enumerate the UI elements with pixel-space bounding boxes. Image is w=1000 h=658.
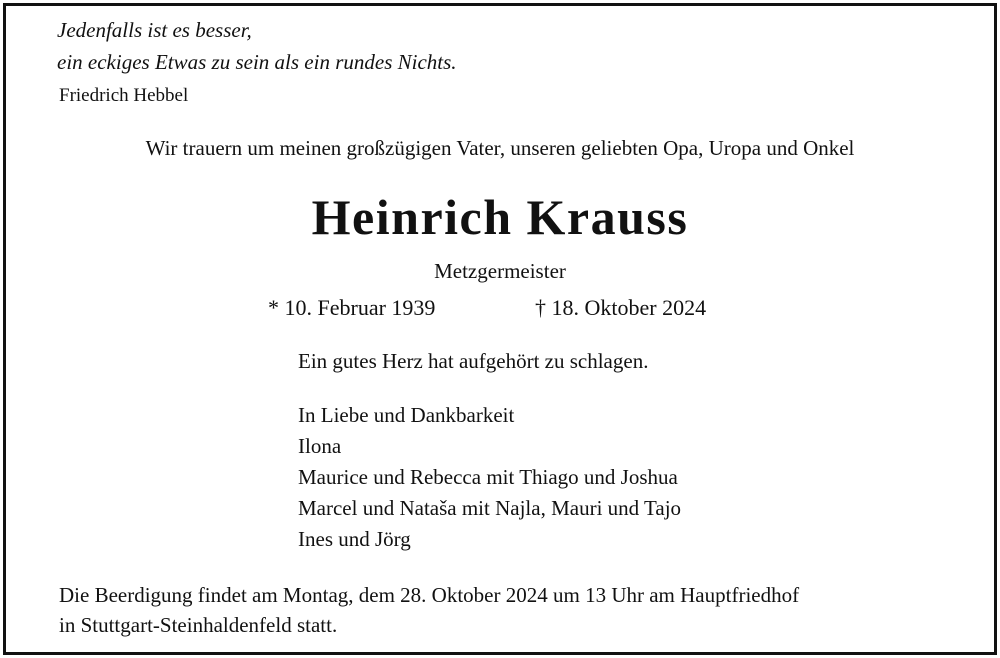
quote-line-1: Jedenfalls ist es besser, xyxy=(57,18,252,42)
funeral-info xyxy=(59,580,799,640)
family-signatures xyxy=(298,400,681,555)
family-line: Marcel und Nataša mit Najla, Mauri und Tajo xyxy=(298,496,682,520)
funeral-line-2: in Stuttgart-Steinhaldenfeld statt. xyxy=(59,613,338,637)
birth-date: * 10. Februar 1939 xyxy=(268,295,436,320)
family-line: Maurice und Rebecca mit Thiago und Joshua xyxy=(298,465,678,489)
deceased-profession: Metzgermeister xyxy=(434,259,566,283)
quote-author: Friedrich Hebbel xyxy=(59,85,189,106)
family-line: Ilona xyxy=(298,434,342,458)
family-line: Ines und Jörg xyxy=(298,527,411,551)
heart-line: Ein gutes Herz hat aufgehört zu schlagen. xyxy=(298,349,649,373)
family-line: In Liebe und Dankbarkeit xyxy=(298,403,515,427)
quote-line-2: ein eckiges Etwas zu sein als ein rundes Nichts. xyxy=(57,50,457,74)
funeral-line-1: Die Beerdigung findet am Montag, dem 28. Oktober 2024 um 13 Uhr am Hauptfriedhof xyxy=(59,583,800,607)
deceased-name: Heinrich Krauss xyxy=(311,189,689,245)
mourning-intro: Wir trauern um meinen großzügigen Vater, unseren geliebten Opa, Uropa und Onkel xyxy=(145,136,855,160)
death-date: † 18. Oktober 2024 xyxy=(535,295,707,320)
